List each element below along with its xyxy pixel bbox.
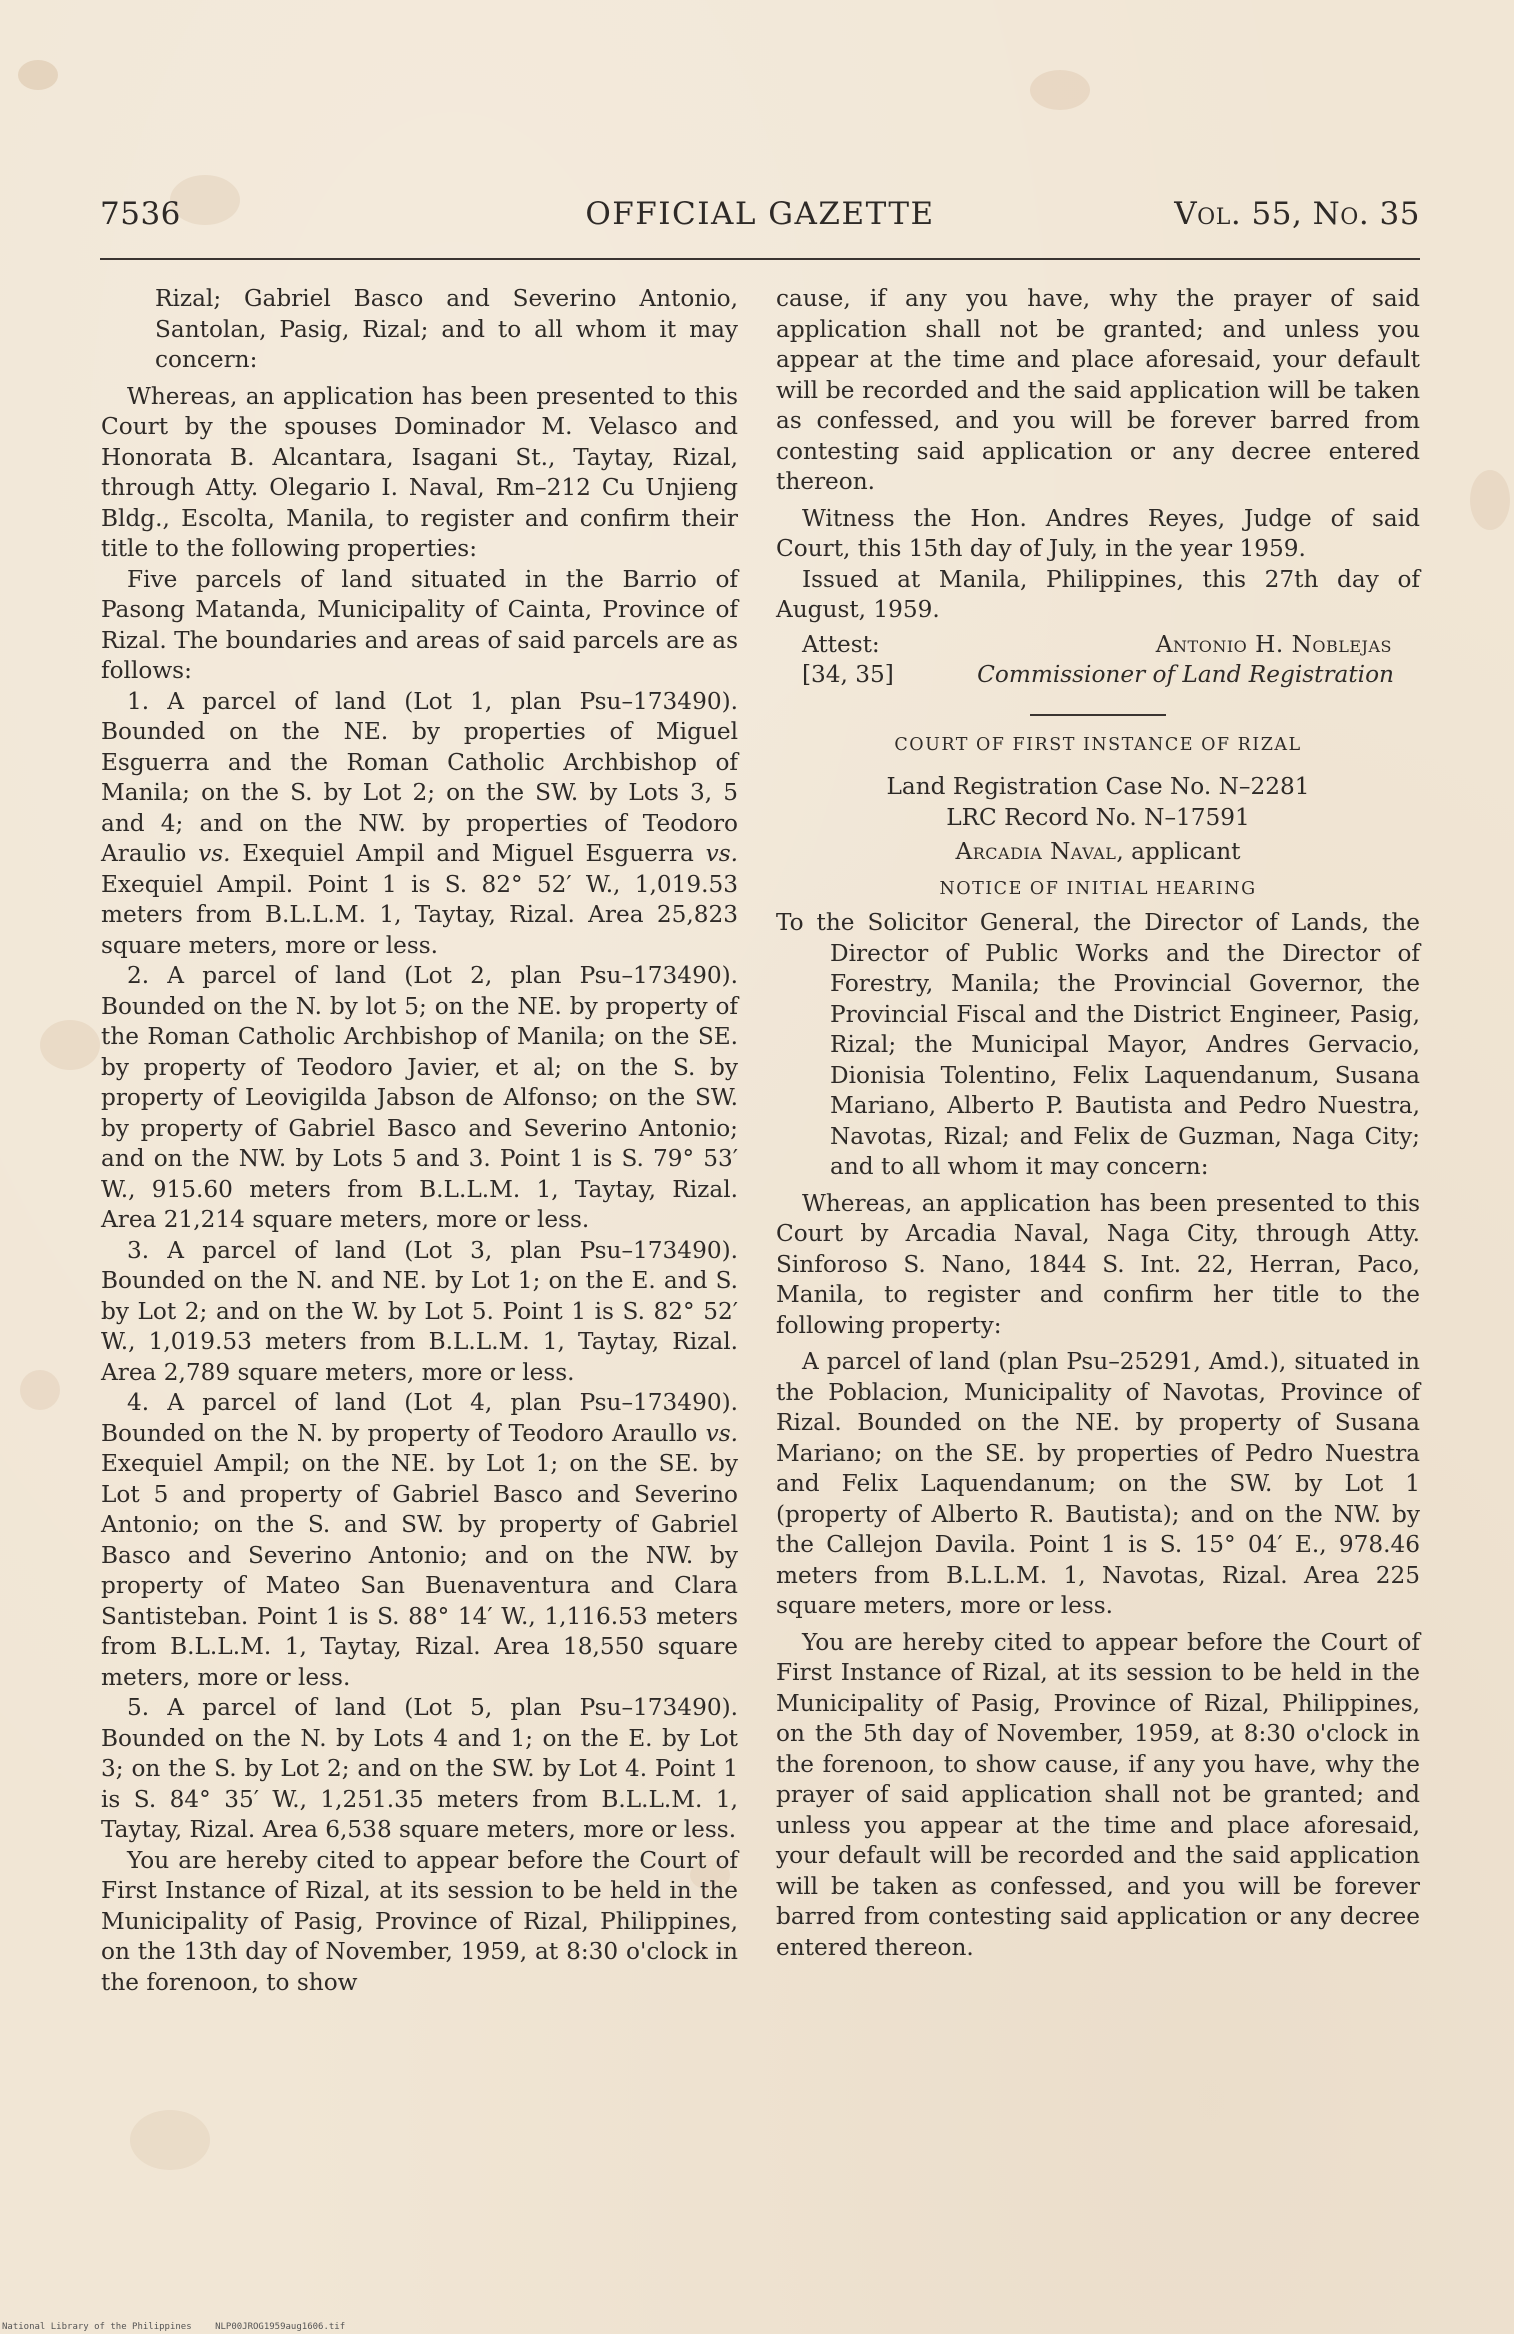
attestation-block <box>776 630 1420 690</box>
volume-number: Vol. 55, No. 35 <box>1174 196 1420 232</box>
witness-paragraph: Witness the Hon. Andres Reyes, Judge of said Court, this 15th day of July, in the year 1959. <box>776 504 1420 562</box>
addressee-continuation: Rizal; Gabriel Basco and Severino Antonio, Santolan, Pasig, Rizal; and to all whom it may concern: <box>155 285 738 373</box>
parcel-description: A parcel of land (plan Psu–25291, Amd.), situated in the Poblacion, Municipality of Navotas, Province of Rizal. Bounded on the NE. by property of Susana Mariano; on the SE. by properties of Pedro Nuestra and Felix Laquendanum; on the SW. by Lot 1 (property of Alberto R. Bautista); and on the NW. by the Callejon Davila. Point 1 is S. 15° 04′ E., 978.46 meters from B.L.L.M. 1, Navotas, Rizal. Area 225 square meters, more or less. <box>776 1348 1420 1619</box>
page-header <box>100 196 1420 236</box>
case-number: Land Registration Case No. N–2281 <box>886 773 1310 800</box>
header-rule <box>100 258 1420 260</box>
library-credit: National Library of the Philippines <box>2 2322 192 2332</box>
section-divider <box>1030 714 1166 716</box>
italic-vs: vs. <box>705 1419 738 1447</box>
citation-paragraph: You are hereby cited to appear before the Court of First Instance of Rizal, at its session to be held in the Municipality of Pasig, Province of Rizal, Philippines, on the 5th day of November, 1959, at 8:30 o'clock in the forenoon, to show cause, if any you have, why the prayer of said application shall not be granted; and unless you appear at the time and place aforesaid, your default will be recorded and the said application will be taken as confessed, and you will be forever barred from contesting said application or any decree entered thereon. <box>776 1628 1420 1961</box>
signatory-name: Antonio H. Noblejas <box>1155 630 1392 658</box>
text-run: Exequiel Ampil. Point 1 is S. 82° 52′ W., 1,019.53 meters from B.L.L.M. 1, Taytay, Rizal. Area 25,823 square meters, more or less. <box>101 870 738 959</box>
paper-stain <box>40 1020 100 1070</box>
applicant-suffix: , applicant <box>1116 838 1241 865</box>
notice-heading: NOTICE OF INITIAL HEARING <box>939 878 1257 899</box>
paragraph: Five parcels of land situated in the Barrio of Pasong Matanda, Municipality of Cainta, Province of Rizal. The boundaries and areas of said parcels are as follows: <box>101 565 738 684</box>
paper-stain <box>18 60 58 90</box>
parcel-5: 5. A parcel of land (Lot 5, plan Psu–173490). Bounded on the N. by Lots 4 and 1; on the E. by Lot 3; on the S. by Lot 2; and on the SW. by Lot 4. Point 1 is S. 84° 35′ W., 1,251.35 meters from B.L.L.M. 1, Taytay, Rizal. Area 6,538 square meters, more or less. <box>101 1694 738 1843</box>
issued-paragraph: Issued at Manila, Philippines, this 27th day of August, 1959. <box>776 565 1420 623</box>
paper-stain <box>1470 470 1510 530</box>
parcel-4 <box>101 1388 738 1693</box>
signatory-title: Commissioner of Land Registration <box>977 660 1394 688</box>
parcel-1 <box>101 687 738 962</box>
text-run: 4. A parcel of land (Lot 4, plan Psu–173490). Bounded on the N. by property of Teodoro Araullo <box>101 1389 738 1447</box>
page-number: 7536 <box>100 196 181 232</box>
paper-stain <box>130 2110 210 2170</box>
publication-title: OFFICIAL GAZETTE <box>585 196 935 232</box>
attest-label: Attest: <box>802 630 880 658</box>
parcel-2: 2. A parcel of land (Lot 2, plan Psu–173490). Bounded on the N. by lot 5; on the NE. by property of the Roman Catholic Archbishop of Manila; on the SE. by property of Teodoro Javier, et al; on the S. by property of Leovigilda Jabson de Alfonso; on the SW. by property of Gabriel Basco and Severino Antonio; and on the NW. by Lots 5 and 3. Point 1 is S. 79° 53′ W., 915.60 meters from B.L.L.M. 1, Taytay, Rizal. Area 21,214 square meters, more or less. <box>101 962 738 1233</box>
text-run: 1. A parcel of land (Lot 1, plan Psu–173490). Bounded on the NE. by properties of Miguel Esguerra and the Roman Catholic Archbishop of Manila; on the S. by Lot 2; on the SW. by Lots 3, 5 and 4; and on the NW. by properties of Teodoro Araulio <box>101 687 738 867</box>
applicant-name: Arcadia Naval <box>955 838 1117 865</box>
scan-footer <box>2 2322 363 2332</box>
record-number: LRC Record No. N–17591 <box>946 803 1250 831</box>
right-column <box>776 284 1420 1963</box>
left-column <box>101 284 738 1998</box>
italic-vs: vs. <box>198 840 231 867</box>
issue-reference: [34, 35] <box>802 660 894 688</box>
applicant-line <box>776 837 1420 868</box>
parcel-3: 3. A parcel of land (Lot 3, plan Psu–173490). Bounded on the N. and NE. by Lot 1; on the E. and S. by Lot 2; and on the W. by Lot 5. Point 1 is S. 82° 52′ W., 1,019.53 meters from B.L.L.M. 1, Taytay, Rizal. Area 2,789 square meters, more or less. <box>101 1236 738 1386</box>
text-run: Exequiel Ampil and Miguel Esguerra <box>230 840 706 867</box>
section-heading: COURT OF FIRST INSTANCE OF RIZAL <box>894 734 1302 755</box>
italic-vs: vs. <box>705 840 738 867</box>
paragraph: Whereas, an application has been presented to this Court by the spouses Dominador M. Velasco and Honorata B. Alcantara, Isagani St., Taytay, Rizal, through Atty. Olegario I. Naval, Rm–212 Cu Unjieng Bldg., Escolta, Manila, to register and confirm their title to the following properties: <box>101 382 738 562</box>
paragraph: cause, if any you have, why the prayer of said application shall not be granted; and unless you appear at the time and place aforesaid, your default will be recorded and the said application will be taken as confessed, and you will be forever barred from contesting said application or any decree entered thereon. <box>776 285 1420 495</box>
text-run: Exequiel Ampil; on the NE. by Lot 1; on the SE. by Lot 5 and property of Gabriel Basco and Severino Antonio; on the S. and SW. by property of Gabriel Basco and Severino Antonio; and on the NW. by property of Mateo San Buenaventura and Clara Santisteban. Point 1 is S. 88° 14′ W., 1,116.53 meters from B.L.L.M. 1, Taytay, Rizal. Area 18,550 square meters, more or less. <box>101 1450 738 1691</box>
paper-stain <box>1030 70 1090 110</box>
paragraph: Whereas, an application has been presented to this Court by Arcadia Naval, Naga City, through Atty. Sinforoso S. Nano, 1844 S. Int. 22, Herran, Paco, Manila, to register and confirm her title to the following property: <box>776 1189 1420 1339</box>
citation-paragraph: You are hereby cited to appear before the Court of First Instance of Rizal, at its session to be held in the Municipality of Pasig, Province of Rizal, Philippines, on the 13th day of November, 1959, at 8:30 o'clock in the forenoon, to show <box>101 1846 738 1996</box>
paper-stain <box>20 1370 60 1410</box>
file-name: NLP00JROG1959aug1606.tif <box>215 2322 346 2332</box>
addressee-block: To the Solicitor General, the Director of Lands, the Director of Public Works and the Director of Forestry, Manila; the Provincial Governor, the Provincial Fiscal and the District Engineer, Pasig, Rizal; the Municipal Mayor, Andres Gervacio, Dionisia Tolentino, Felix Laquendanum, Susana Mariano, Alberto P. Bautista and Pedro Nuestra, Navotas, Rizal; and Felix de Guzman, Naga City; and to all whom it may concern: <box>776 909 1420 1180</box>
